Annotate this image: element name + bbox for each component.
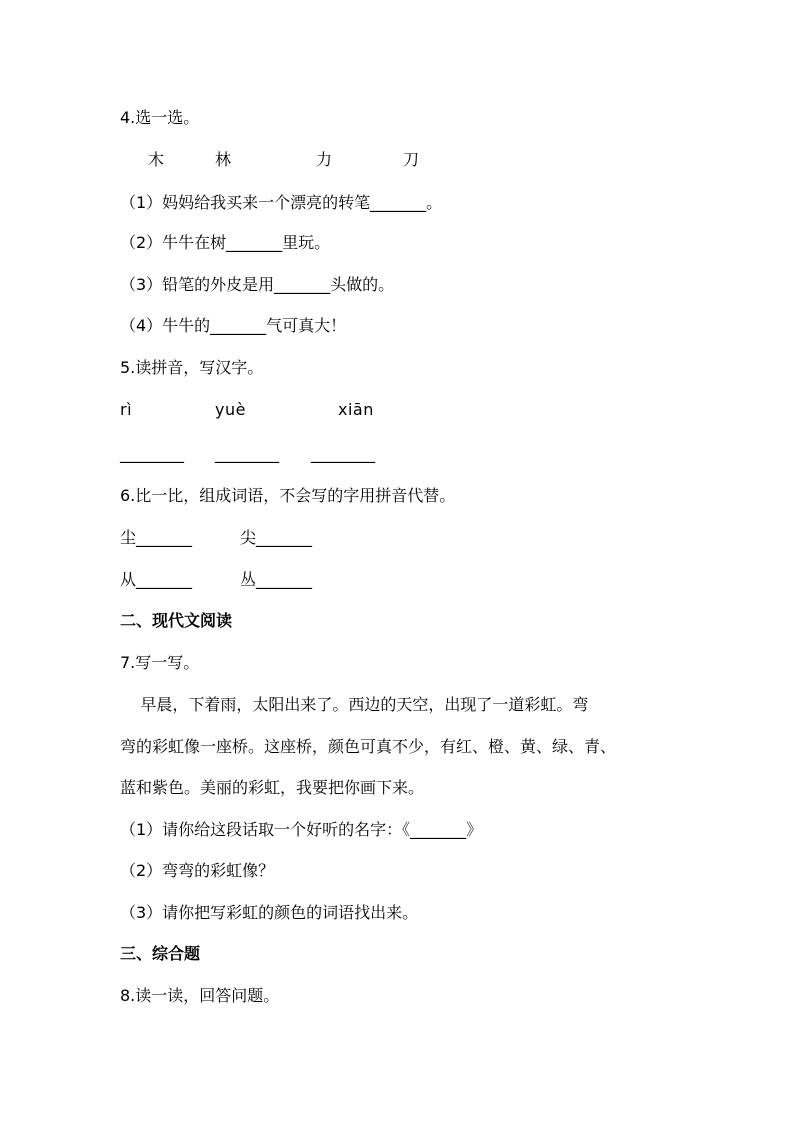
q7-item-3: （3）请你把写彩虹的颜色的词语找出来。: [120, 903, 419, 922]
q5-title: 5.读拼音，写汉字。: [120, 358, 264, 377]
q4-choice-4: 刀: [403, 150, 420, 169]
q6-row2-item2: 丛_______: [240, 570, 313, 589]
q5-pinyin-2: yuè: [215, 400, 246, 419]
q4-choice-1: 木: [148, 150, 165, 169]
q4-item-1: （1）妈妈给我买来一个漂亮的转笔_______。: [120, 193, 443, 212]
q7-item-2: （2）弯弯的彩虹像？: [120, 861, 275, 880]
q7-passage-line-1: 早晨，下着雨，太阳出来了。西边的天空，出现了一道彩虹。弯: [120, 695, 589, 714]
q8-title: 8.读一读，回答问题。: [120, 986, 280, 1005]
q4-item-2: （2）牛牛在树_______里玩。: [120, 233, 331, 252]
q5-blank-3: ________: [311, 444, 375, 463]
section2-heading: 二、现代文阅读: [120, 611, 233, 630]
q4-choice-3: 力: [316, 150, 333, 169]
q4-item-3: （3）铅笔的外皮是用_______头做的。: [120, 275, 395, 294]
q7-passage-line-2: 弯的彩虹像一座桥。这座桥，颜色可真不少，有红、橙、黄、绿、青、: [120, 737, 617, 756]
q5-pinyin-1: rì: [120, 400, 133, 419]
q5-blank-1: ________: [120, 444, 184, 463]
q6-title: 6.比一比，组成词语，不会写的字用拼音代替。: [120, 486, 456, 505]
q6-row2-item1: 从_______: [120, 570, 193, 589]
q4-item-4: （4）牛牛的_______气可真大！: [120, 316, 347, 335]
q7-item-1: （1）请你给这段话取一个好听的名字：《_______》: [120, 820, 483, 839]
q4-title: 4.选一选。: [120, 108, 200, 127]
q5-blank-2: ________: [215, 444, 279, 463]
q6-row1-item1: 尘_______: [120, 528, 193, 547]
q5-pinyin-3: xiān: [338, 400, 374, 419]
q4-choice-2: 林: [215, 150, 232, 169]
section3-heading: 三、综合题: [120, 944, 201, 963]
q7-title: 7.写一写。: [120, 653, 200, 672]
q6-row1-item2: 尖_______: [240, 528, 313, 547]
q7-passage-line-3: 蓝和紫色。美丽的彩虹，我要把你画下来。: [120, 778, 425, 797]
